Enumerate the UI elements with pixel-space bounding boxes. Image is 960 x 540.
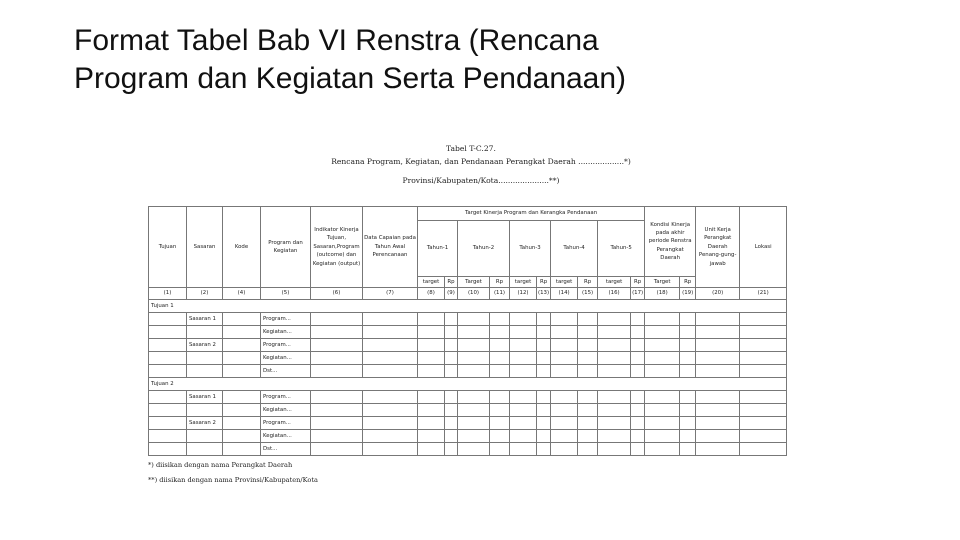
header-data-capaian: Data Capaian pada Tahun Awal Perencanaan [363, 207, 418, 288]
header-tahun-2: Tahun-2 [458, 221, 510, 277]
subheader-cell: Rp [490, 277, 510, 288]
empty-cell [680, 352, 696, 365]
empty-cell [311, 391, 363, 404]
empty-cell [363, 391, 418, 404]
empty-cell [578, 417, 598, 430]
tujuan-label: Tujuan 2 [149, 378, 787, 391]
empty-cell [578, 326, 598, 339]
empty-cell [551, 313, 578, 326]
empty-cell [578, 443, 598, 456]
empty-cell [363, 417, 418, 430]
column-number-cell: (16) [598, 288, 631, 300]
empty-cell [551, 326, 578, 339]
subheader-cell: Target [458, 277, 490, 288]
empty-cell [458, 430, 490, 443]
column-number-cell: (4) [223, 288, 261, 300]
empty-cell [680, 443, 696, 456]
empty-cell [418, 352, 445, 365]
subheader-cell: Rp [537, 277, 551, 288]
empty-cell [598, 365, 631, 378]
header-target-group: Target Kinerja Program dan Kerangka Pendanaan [418, 207, 645, 221]
sasaran-cell: Sasaran 1 [187, 391, 223, 404]
empty-cell [537, 365, 551, 378]
empty-cell [740, 391, 787, 404]
empty-cell [578, 352, 598, 365]
empty-cell [311, 430, 363, 443]
subheader-cell: Rp [680, 277, 696, 288]
header-tujuan: Tujuan [149, 207, 187, 288]
sasaran-cell [187, 443, 223, 456]
empty-cell [149, 443, 187, 456]
empty-cell [696, 326, 740, 339]
empty-cell [149, 339, 187, 352]
empty-cell [490, 417, 510, 430]
empty-cell [490, 326, 510, 339]
empty-cell [537, 404, 551, 417]
empty-cell [223, 404, 261, 417]
empty-cell [458, 365, 490, 378]
header-program: Program dan Kegiatan [261, 207, 311, 288]
empty-cell [537, 339, 551, 352]
empty-cell [645, 443, 680, 456]
empty-cell [223, 352, 261, 365]
empty-cell [598, 430, 631, 443]
empty-cell [578, 391, 598, 404]
empty-cell [537, 326, 551, 339]
empty-cell [645, 417, 680, 430]
header-tahun-3: Tahun-3 [510, 221, 551, 277]
subheader-cell: target [510, 277, 537, 288]
empty-cell [645, 326, 680, 339]
empty-cell [578, 339, 598, 352]
empty-cell [363, 430, 418, 443]
empty-cell [680, 404, 696, 417]
empty-cell [223, 326, 261, 339]
empty-cell [740, 313, 787, 326]
column-number-cell: (11) [490, 288, 510, 300]
empty-cell [445, 404, 458, 417]
empty-cell [363, 404, 418, 417]
empty-cell [510, 417, 537, 430]
empty-cell [363, 326, 418, 339]
empty-cell [631, 404, 645, 417]
table-row [149, 365, 787, 378]
sasaran-cell [187, 326, 223, 339]
program-cell: Kegiatan... [261, 352, 311, 365]
empty-cell [510, 326, 537, 339]
empty-cell [680, 339, 696, 352]
program-cell: Dst... [261, 443, 311, 456]
header-kode: Kode [223, 207, 261, 288]
header-indikator: Indikator Kinerja Tujuan, Sasaran,Program (outcome) dan Kegiatan (output) [311, 207, 363, 288]
empty-cell [740, 352, 787, 365]
sasaran-cell: Sasaran 1 [187, 313, 223, 326]
program-cell: Program... [261, 339, 311, 352]
program-cell: Program... [261, 313, 311, 326]
table-subcaption: Provinsi/Kabupaten/Kota.....................**) [402, 176, 560, 185]
empty-cell [740, 326, 787, 339]
empty-cell [680, 430, 696, 443]
table-row [149, 313, 787, 326]
empty-cell [680, 326, 696, 339]
empty-cell [149, 313, 187, 326]
column-number-cell: (20) [696, 288, 740, 300]
empty-cell [680, 391, 696, 404]
empty-cell [740, 365, 787, 378]
column-number-cell: (13) [537, 288, 551, 300]
empty-cell [696, 430, 740, 443]
empty-cell [631, 417, 645, 430]
empty-cell [510, 404, 537, 417]
empty-cell [418, 313, 445, 326]
table-row [149, 326, 787, 339]
empty-cell [551, 430, 578, 443]
empty-cell [458, 352, 490, 365]
slide-title-line-1: Format Tabel Bab VI Renstra (Rencana [74, 24, 599, 57]
empty-cell [551, 339, 578, 352]
empty-cell [445, 391, 458, 404]
empty-cell [598, 352, 631, 365]
table-row [149, 300, 787, 313]
header-lokasi: Lokasi [740, 207, 787, 288]
empty-cell [598, 404, 631, 417]
sasaran-cell [187, 365, 223, 378]
table-row [149, 443, 787, 456]
column-number-cell: (19) [680, 288, 696, 300]
header-kondisi: Kondisi Kinerja pada akhir periode Renstra Perangkat Daerah [645, 207, 696, 277]
empty-cell [490, 352, 510, 365]
table-row [149, 378, 787, 391]
table-row [149, 391, 787, 404]
renstra-table [148, 206, 787, 456]
empty-cell [490, 404, 510, 417]
empty-cell [458, 417, 490, 430]
empty-cell [645, 391, 680, 404]
empty-cell [537, 391, 551, 404]
empty-cell [631, 391, 645, 404]
empty-cell [490, 313, 510, 326]
header-unit-kerja: Unit Kerja Perangkat Daerah Penang-gung-jawab [696, 207, 740, 288]
empty-cell [680, 417, 696, 430]
subheader-cell: target [598, 277, 631, 288]
empty-cell [490, 365, 510, 378]
empty-cell [363, 313, 418, 326]
empty-cell [578, 313, 598, 326]
empty-cell [537, 352, 551, 365]
empty-cell [537, 430, 551, 443]
empty-cell [510, 430, 537, 443]
empty-cell [740, 339, 787, 352]
empty-cell [223, 391, 261, 404]
empty-cell [631, 326, 645, 339]
empty-cell [311, 339, 363, 352]
empty-cell [537, 313, 551, 326]
empty-cell [458, 443, 490, 456]
empty-cell [458, 391, 490, 404]
tujuan-label: Tujuan 1 [149, 300, 787, 313]
empty-cell [631, 352, 645, 365]
table-caption: Rencana Program, Kegiatan, dan Pendanaan Perangkat Daerah ...................*) [331, 157, 631, 166]
column-number-cell: (15) [578, 288, 598, 300]
empty-cell [490, 339, 510, 352]
empty-cell [537, 417, 551, 430]
empty-cell [598, 391, 631, 404]
empty-cell [631, 443, 645, 456]
column-number-cell: (18) [645, 288, 680, 300]
empty-cell [631, 339, 645, 352]
column-number-cell: (17) [631, 288, 645, 300]
empty-cell [363, 443, 418, 456]
empty-cell [418, 404, 445, 417]
empty-cell [696, 417, 740, 430]
empty-cell [363, 365, 418, 378]
empty-cell [631, 313, 645, 326]
empty-cell [458, 404, 490, 417]
empty-cell [680, 365, 696, 378]
empty-cell [740, 430, 787, 443]
empty-cell [223, 417, 261, 430]
empty-cell [645, 339, 680, 352]
empty-cell [645, 352, 680, 365]
empty-cell [696, 365, 740, 378]
column-number-cell: (21) [740, 288, 787, 300]
program-cell: Program... [261, 391, 311, 404]
column-number-cell: (1) [149, 288, 187, 300]
empty-cell [510, 391, 537, 404]
empty-cell [645, 430, 680, 443]
table-row [149, 352, 787, 365]
empty-cell [551, 443, 578, 456]
program-cell: Kegiatan... [261, 326, 311, 339]
empty-cell [445, 443, 458, 456]
empty-cell [510, 365, 537, 378]
empty-cell [696, 313, 740, 326]
empty-cell [223, 339, 261, 352]
empty-cell [363, 339, 418, 352]
sasaran-cell: Sasaran 2 [187, 339, 223, 352]
header-tahun-4: Tahun-4 [551, 221, 598, 277]
empty-cell [551, 417, 578, 430]
subheader-cell: Rp [578, 277, 598, 288]
empty-cell [363, 352, 418, 365]
column-number-cell: (14) [551, 288, 578, 300]
empty-cell [149, 417, 187, 430]
empty-cell [551, 391, 578, 404]
column-number-cell: (8) [418, 288, 445, 300]
empty-cell [510, 352, 537, 365]
empty-cell [458, 339, 490, 352]
column-number-cell: (6) [311, 288, 363, 300]
empty-cell [740, 404, 787, 417]
empty-cell [223, 313, 261, 326]
slide-title-line-2: Program dan Kegiatan Serta Pendanaan) [74, 62, 627, 95]
empty-cell [418, 417, 445, 430]
header-tahun-5: Tahun-5 [598, 221, 645, 277]
empty-cell [598, 417, 631, 430]
empty-cell [578, 430, 598, 443]
empty-cell [149, 404, 187, 417]
empty-cell [578, 404, 598, 417]
empty-cell [149, 430, 187, 443]
footnote-1: *) diisikan dengan nama Perangkat Daerah [148, 461, 293, 469]
empty-cell [223, 443, 261, 456]
empty-cell [445, 339, 458, 352]
empty-cell [598, 339, 631, 352]
empty-cell [598, 326, 631, 339]
empty-cell [510, 339, 537, 352]
empty-cell [631, 430, 645, 443]
header-tahun-1: Tahun-1 [418, 221, 458, 277]
empty-cell [551, 404, 578, 417]
empty-cell [510, 443, 537, 456]
column-number-cell: (7) [363, 288, 418, 300]
empty-cell [418, 443, 445, 456]
empty-cell [223, 430, 261, 443]
empty-cell [149, 365, 187, 378]
sasaran-cell [187, 352, 223, 365]
table-number: Tabel T-C.27. [446, 144, 496, 153]
table-row [149, 404, 787, 417]
empty-cell [418, 339, 445, 352]
empty-cell [551, 352, 578, 365]
empty-cell [149, 326, 187, 339]
subheader-cell: target [418, 277, 445, 288]
column-number-cell: (10) [458, 288, 490, 300]
empty-cell [740, 443, 787, 456]
sasaran-cell [187, 404, 223, 417]
column-number-cell: (5) [261, 288, 311, 300]
empty-cell [445, 326, 458, 339]
empty-cell [551, 365, 578, 378]
table-row [149, 417, 787, 430]
subheader-cell: Rp [445, 277, 458, 288]
empty-cell [578, 365, 598, 378]
slide-title [74, 22, 914, 98]
empty-cell [311, 443, 363, 456]
program-cell: Dst... [261, 365, 311, 378]
empty-cell [645, 404, 680, 417]
empty-cell [510, 313, 537, 326]
subheader-cell: Target [645, 277, 680, 288]
empty-cell [311, 417, 363, 430]
empty-cell [418, 365, 445, 378]
column-number-cell: (9) [445, 288, 458, 300]
empty-cell [490, 443, 510, 456]
program-cell: Program... [261, 417, 311, 430]
empty-cell [598, 443, 631, 456]
header-sasaran: Sasaran [187, 207, 223, 288]
empty-cell [696, 339, 740, 352]
empty-cell [458, 313, 490, 326]
sasaran-cell: Sasaran 2 [187, 417, 223, 430]
empty-cell [223, 365, 261, 378]
empty-cell [311, 404, 363, 417]
column-number-cell: (2) [187, 288, 223, 300]
program-cell: Kegiatan... [261, 404, 311, 417]
empty-cell [490, 430, 510, 443]
table-row [149, 430, 787, 443]
empty-cell [740, 417, 787, 430]
empty-cell [680, 313, 696, 326]
empty-cell [537, 443, 551, 456]
empty-cell [645, 365, 680, 378]
sasaran-cell [187, 430, 223, 443]
empty-cell [696, 391, 740, 404]
column-number-cell: (12) [510, 288, 537, 300]
empty-cell [149, 352, 187, 365]
empty-cell [445, 430, 458, 443]
empty-cell [445, 352, 458, 365]
empty-cell [490, 391, 510, 404]
empty-cell [445, 313, 458, 326]
empty-cell [598, 313, 631, 326]
table-document-image [146, 140, 816, 490]
empty-cell [645, 313, 680, 326]
empty-cell [311, 352, 363, 365]
program-cell: Kegiatan... [261, 430, 311, 443]
empty-cell [418, 391, 445, 404]
empty-cell [418, 430, 445, 443]
empty-cell [696, 352, 740, 365]
empty-cell [445, 365, 458, 378]
empty-cell [458, 326, 490, 339]
table-row [149, 339, 787, 352]
footnote-2: **) diisikan dengan nama Provinsi/Kabupaten/Kota [148, 476, 318, 484]
subheader-cell: Rp [631, 277, 645, 288]
subheader-cell: target [551, 277, 578, 288]
empty-cell [445, 417, 458, 430]
empty-cell [311, 326, 363, 339]
empty-cell [631, 365, 645, 378]
empty-cell [696, 443, 740, 456]
empty-cell [696, 404, 740, 417]
empty-cell [418, 326, 445, 339]
empty-cell [311, 365, 363, 378]
empty-cell [311, 313, 363, 326]
empty-cell [149, 391, 187, 404]
